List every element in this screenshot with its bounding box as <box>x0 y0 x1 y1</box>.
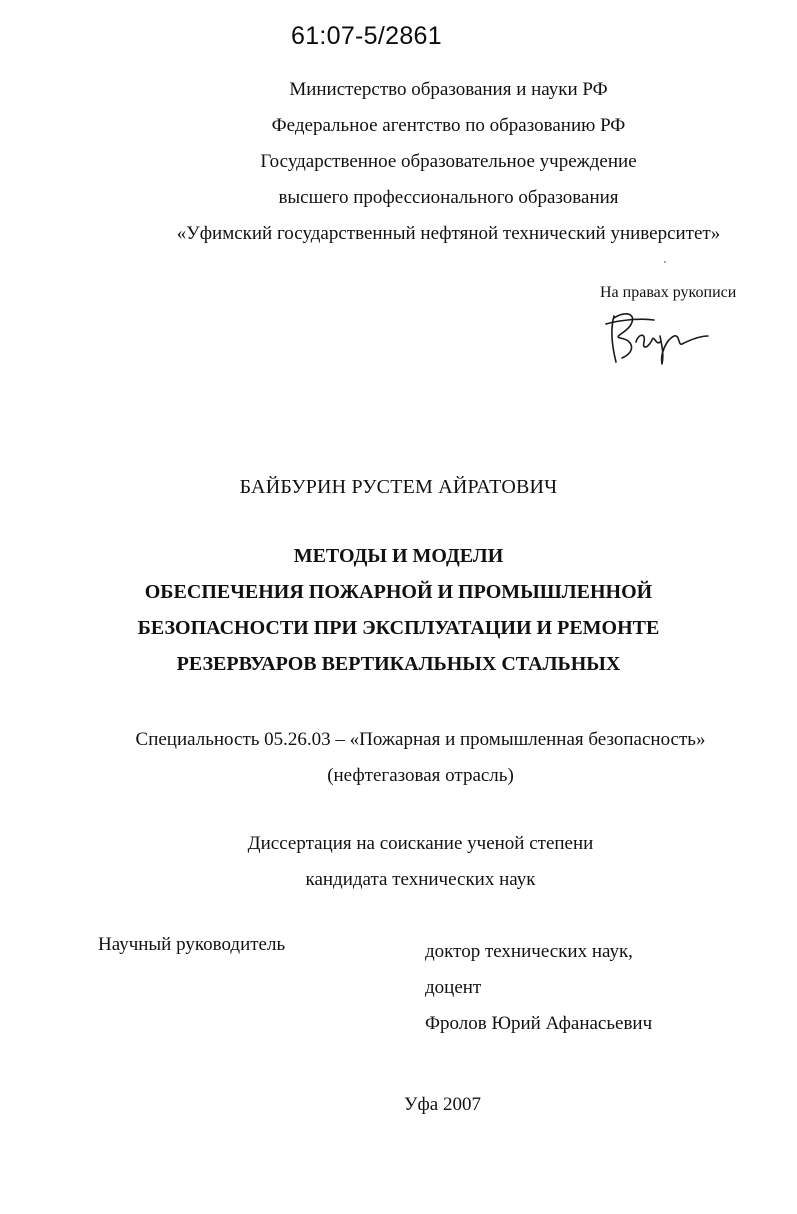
signature <box>600 306 710 368</box>
title-line: РЕЗЕРВУАРОВ ВЕРТИКАЛЬНЫХ СТАЛЬНЫХ <box>176 653 621 675</box>
title-line: ОБЕСПЕЧЕНИЯ ПОЖАРНОЙ И ПРОМЫШЛЕННОЙ <box>144 581 653 603</box>
city-year: Уфа 2007 <box>404 1094 481 1115</box>
supervisor-info <box>425 934 652 1042</box>
org-line: Министерство образования и науки РФ <box>289 79 608 100</box>
degree-statement <box>22 826 797 898</box>
specialty-branch: (нефтегазовая отрасль) <box>327 765 514 786</box>
org-line: «Уфимский государственный нефтяной технический университет» <box>176 223 721 244</box>
org-line: Государственное образовательное учреждение <box>260 151 637 172</box>
title-line: БЕЗОПАСНОСТИ ПРИ ЭКСПЛУАТАЦИИ И РЕМОНТЕ <box>137 617 660 639</box>
supervisor-label: Научный руководитель <box>98 934 286 955</box>
specialty-line: Специальность 05.26.03 – «Пожарная и промышленная безопасность» <box>135 729 706 750</box>
supervisor-name: Фролов Юрий Афанасьевич <box>425 1013 653 1034</box>
specialty <box>22 722 797 794</box>
author-name: БАЙБУРИН РУСТЕМ АЙРАТОВИЧ <box>239 476 558 498</box>
dissertation-title <box>0 538 797 682</box>
supervisor-rank: доцент <box>425 977 482 998</box>
supervisor-degree: доктор технических наук, <box>425 941 633 962</box>
organization-block <box>50 72 797 252</box>
degree-line: Диссертация на соискание ученой степени <box>247 833 594 854</box>
degree-line: кандидата технических наук <box>305 869 536 890</box>
archive-code: 61:07-5/2861 <box>291 22 442 50</box>
org-line: Федеральное агентство по образованию РФ <box>271 115 626 136</box>
org-line: высшего профессионального образования <box>278 187 619 208</box>
title-line: МЕТОДЫ И МОДЕЛИ <box>293 545 504 567</box>
speck <box>664 261 666 263</box>
manuscript-rights: На правах рукописи <box>600 284 737 301</box>
